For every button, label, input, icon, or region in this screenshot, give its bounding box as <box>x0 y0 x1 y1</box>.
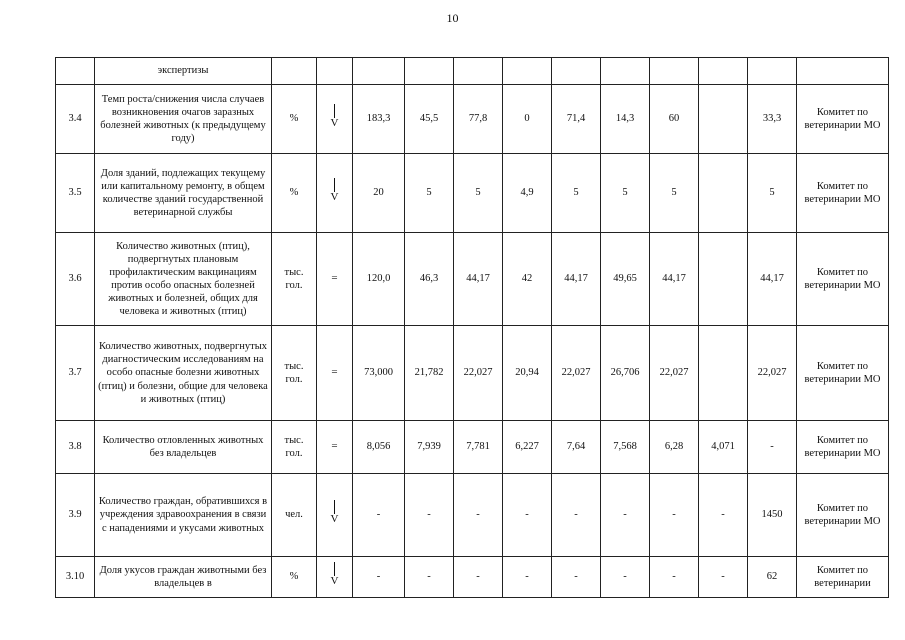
table-row <box>56 58 889 85</box>
trend-equal-icon: = <box>331 272 338 285</box>
value-cell: - <box>353 474 405 557</box>
indicators-table <box>55 57 889 598</box>
value-cell: - <box>748 421 797 474</box>
row-number: 3.7 <box>56 326 95 421</box>
value-cell: 33,3 <box>748 85 797 154</box>
value-cell: 5 <box>454 154 503 233</box>
value-cell: 45,5 <box>405 85 454 154</box>
value-cell: 7,781 <box>454 421 503 474</box>
table-row <box>56 557 889 598</box>
value-cell: 4,9 <box>503 154 552 233</box>
value-cell: - <box>650 474 699 557</box>
value-cell: 4,071 <box>699 421 748 474</box>
table-body <box>56 58 889 598</box>
trend-cell <box>317 85 353 154</box>
value-cell: - <box>503 474 552 557</box>
table-row <box>56 326 889 421</box>
value-cell: - <box>601 557 650 598</box>
row-number <box>56 58 95 85</box>
trend-cell <box>317 58 353 85</box>
responsible-body: Комитет по ветеринарии МО <box>797 154 889 233</box>
responsible-body: Комитет по ветеринарии МО <box>797 421 889 474</box>
value-cell: 62 <box>748 557 797 598</box>
value-cell: 46,3 <box>405 233 454 326</box>
trend-down-icon: V <box>330 178 340 204</box>
value-cell: 183,3 <box>353 85 405 154</box>
value-cell <box>699 326 748 421</box>
responsible-body <box>797 58 889 85</box>
value-cell <box>353 58 405 85</box>
value-cell: 77,8 <box>454 85 503 154</box>
trend-down-icon: V <box>330 500 340 526</box>
row-number: 3.6 <box>56 233 95 326</box>
value-cell: 7,939 <box>405 421 454 474</box>
indicator-name: Доля зданий, подлежащих текущему или капитальному ремонту, в общем количестве зданий государственной ветеринарной службы <box>95 154 272 233</box>
row-number: 3.4 <box>56 85 95 154</box>
value-cell: 44,17 <box>650 233 699 326</box>
value-cell: 21,782 <box>405 326 454 421</box>
value-cell: 73,000 <box>353 326 405 421</box>
table-row <box>56 154 889 233</box>
value-cell: - <box>405 474 454 557</box>
trend-cell <box>317 326 353 421</box>
trend-equal-icon: = <box>331 366 338 379</box>
value-cell: 71,4 <box>552 85 601 154</box>
unit: % <box>272 85 317 154</box>
trend-cell <box>317 474 353 557</box>
value-cell: 22,027 <box>552 326 601 421</box>
value-cell: 6,227 <box>503 421 552 474</box>
value-cell: - <box>405 557 454 598</box>
value-cell: - <box>699 474 748 557</box>
unit: тыс. гол. <box>272 326 317 421</box>
value-cell: 7,568 <box>601 421 650 474</box>
value-cell <box>454 58 503 85</box>
value-cell: 5 <box>552 154 601 233</box>
value-cell <box>699 85 748 154</box>
responsible-body: Комитет по ветеринарии МО <box>797 233 889 326</box>
row-number: 3.9 <box>56 474 95 557</box>
value-cell <box>699 58 748 85</box>
value-cell: 44,17 <box>552 233 601 326</box>
responsible-body: Комитет по ветеринарии МО <box>797 85 889 154</box>
row-number: 3.8 <box>56 421 95 474</box>
page-number: 10 <box>446 11 459 25</box>
trend-cell <box>317 557 353 598</box>
value-cell: 20,94 <box>503 326 552 421</box>
table-row <box>56 233 889 326</box>
unit: чел. <box>272 474 317 557</box>
value-cell: 5 <box>748 154 797 233</box>
value-cell: - <box>552 557 601 598</box>
trend-cell <box>317 421 353 474</box>
value-cell: 42 <box>503 233 552 326</box>
table-row <box>56 85 889 154</box>
unit: тыс. гол. <box>272 233 317 326</box>
value-cell <box>405 58 454 85</box>
value-cell: 5 <box>601 154 650 233</box>
responsible-body: Комитет по ветеринарии МО <box>797 326 889 421</box>
value-cell: - <box>552 474 601 557</box>
value-cell: 44,17 <box>454 233 503 326</box>
value-cell: 22,027 <box>748 326 797 421</box>
value-cell <box>601 58 650 85</box>
value-cell: 22,027 <box>454 326 503 421</box>
value-cell: 0 <box>503 85 552 154</box>
trend-down-icon: V <box>330 104 340 130</box>
indicator-name: Количество животных (птиц), подвергнутых плановым профилактическим вакцинациям против особо опасных болезней животных и болезней, общих для человека и животных (птиц) <box>95 233 272 326</box>
value-cell: - <box>353 557 405 598</box>
trend-cell <box>317 233 353 326</box>
value-cell: 7,64 <box>552 421 601 474</box>
value-cell: 5 <box>650 154 699 233</box>
unit: % <box>272 557 317 598</box>
value-cell: 44,17 <box>748 233 797 326</box>
value-cell: 60 <box>650 85 699 154</box>
value-cell: - <box>699 557 748 598</box>
responsible-body: Комитет по ветеринарии <box>797 557 889 598</box>
table-row <box>56 421 889 474</box>
value-cell: 20 <box>353 154 405 233</box>
indicator-name: экспертизы <box>95 58 272 85</box>
value-cell <box>699 233 748 326</box>
value-cell <box>503 58 552 85</box>
value-cell: 6,28 <box>650 421 699 474</box>
trend-down-icon: V <box>330 562 340 588</box>
value-cell <box>650 58 699 85</box>
unit: тыс. гол. <box>272 421 317 474</box>
value-cell: 5 <box>405 154 454 233</box>
trend-cell <box>317 154 353 233</box>
indicator-name: Количество животных, подвергнутых диагностическим исследованиям на особо опасные болезни животных (птиц) и болезни, общие для человека и животных (птиц) <box>95 326 272 421</box>
value-cell: - <box>454 474 503 557</box>
value-cell: 1450 <box>748 474 797 557</box>
value-cell: 14,3 <box>601 85 650 154</box>
unit: % <box>272 154 317 233</box>
row-number: 3.5 <box>56 154 95 233</box>
value-cell: - <box>454 557 503 598</box>
indicator-name: Количество отловленных животных без владельцев <box>95 421 272 474</box>
unit <box>272 58 317 85</box>
value-cell <box>748 58 797 85</box>
value-cell: 22,027 <box>650 326 699 421</box>
value-cell: 26,706 <box>601 326 650 421</box>
value-cell: - <box>650 557 699 598</box>
row-number: 3.10 <box>56 557 95 598</box>
value-cell: - <box>503 557 552 598</box>
indicator-name: Темп роста/снижения числа случаев возникновения очагов заразных болезней животных (к предыдущему году) <box>95 85 272 154</box>
indicator-name: Доля укусов граждан животными без владельцев в <box>95 557 272 598</box>
table-row <box>56 474 889 557</box>
value-cell <box>552 58 601 85</box>
indicator-name: Количество граждан, обратившихся в учреждения здравоохранения в связи с нападениями и укусами животных <box>95 474 272 557</box>
value-cell <box>699 154 748 233</box>
trend-equal-icon: = <box>331 440 338 453</box>
value-cell: - <box>601 474 650 557</box>
responsible-body: Комитет по ветеринарии МО <box>797 474 889 557</box>
value-cell: 8,056 <box>353 421 405 474</box>
value-cell: 120,0 <box>353 233 405 326</box>
value-cell: 49,65 <box>601 233 650 326</box>
